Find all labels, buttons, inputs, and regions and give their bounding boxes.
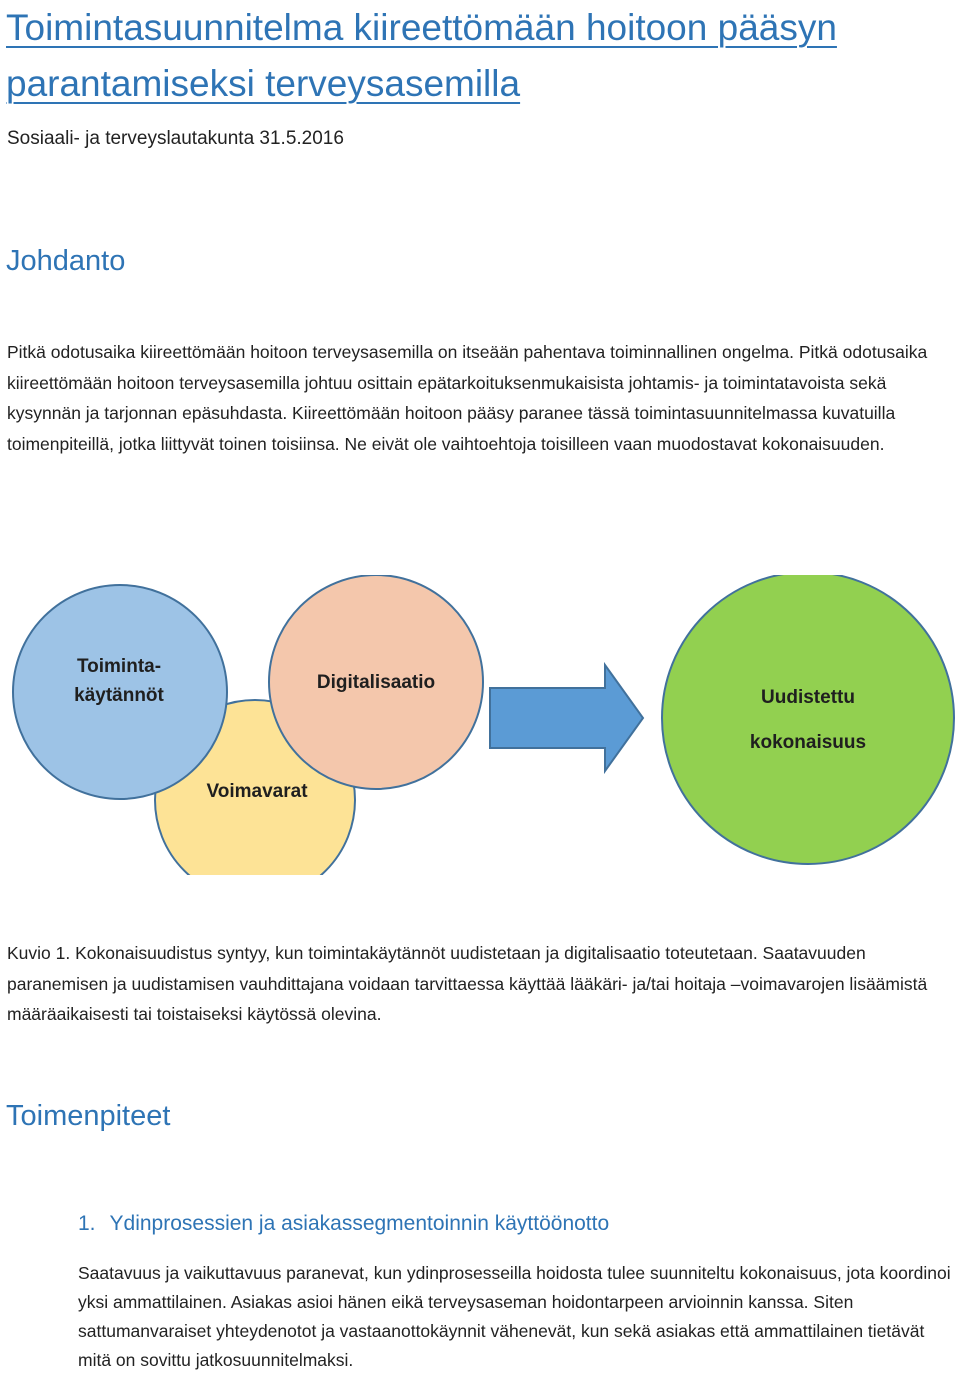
measure-1-heading (78, 1212, 609, 1236)
measure-1-title: Ydinprosessien ja asiakassegmentoinnin käyttöönotto (109, 1212, 610, 1235)
figure-caption: Kuvio 1. Kokonaisuudistus syntyy, kun toimintakäytännöt uudistetaan ja digitalisaatio toteutetaan. Saatavuuden paranemisen ja uudistamisen vauhdittajana voidaan tarvittaessa käyttää lääkäri- ja/tai hoitaja –voimavarojen lisäämistä määräaikaisesti tai toistaiseksi käytössä olevina. (7, 943, 928, 1024)
intro-paragraph: Pitkä odotusaika kiireettömään hoitoon terveysasemilla on itseään pahentava toiminnallinen ongelma. Pitkä odotusaika kiireettömään hoitoon terveysasemilla johtuu osittain epätarkoituksenmukaisista johtamis- ja toimintatavoista sekä kysynnän ja tarjonnan epäsuhdasta. Kiireettömään hoitoon pääsy paranee tässä toimintasuunnitelmassa kuvatuilla toimenpiteillä, jotka liittyvät toinen toisiinsa. Ne eivät ole vaihtoehtoja toisilleen vaan muodostavat kokonaisuuden. (7, 342, 928, 454)
label-digitalisation: Digitalisaatio (316, 672, 436, 693)
document-subtitle: Sosiaali- ja terveyslautakunta 31.5.2016 (7, 128, 344, 149)
document-title: Toimintasuunnitelma kiireettömään hoitoon pääsyn parantamiseksi terveysasemilla (6, 7, 837, 104)
label-practices-line1: Toiminta- (76, 656, 162, 677)
label-result-line2: kokonaisuus (749, 732, 867, 753)
label-resources: Voimavarat (206, 781, 308, 802)
label-result-line1: Uudistettu (761, 687, 855, 708)
measures-heading: Toimenpiteet (6, 1100, 171, 1132)
arrow-right (490, 665, 643, 771)
measure-1-paragraph: Saatavuus ja vaikuttavuus paranevat, kun ydinprosesseilla hoidosta tulee suunniteltu kokonaisuus, jota koordinoi yksi ammattilainen. Asiakas asioi hänen eikä terveysaseman hoidontarpeen arvioinnin kanssa. Siten sattumanvaraiset yhteydenotot ja vastaanottokäynnit vähenevät, kun sekä asiakas että ammattilainen tietävät mitä on sovittu jatkosuunnitelmaksi. (78, 1263, 951, 1370)
circle-result (662, 575, 954, 864)
label-practices-line2: käytännöt (74, 685, 164, 706)
reform-diagram (0, 575, 960, 875)
intro-heading: Johdanto (6, 245, 126, 277)
measure-1-number: 1. (78, 1212, 96, 1235)
